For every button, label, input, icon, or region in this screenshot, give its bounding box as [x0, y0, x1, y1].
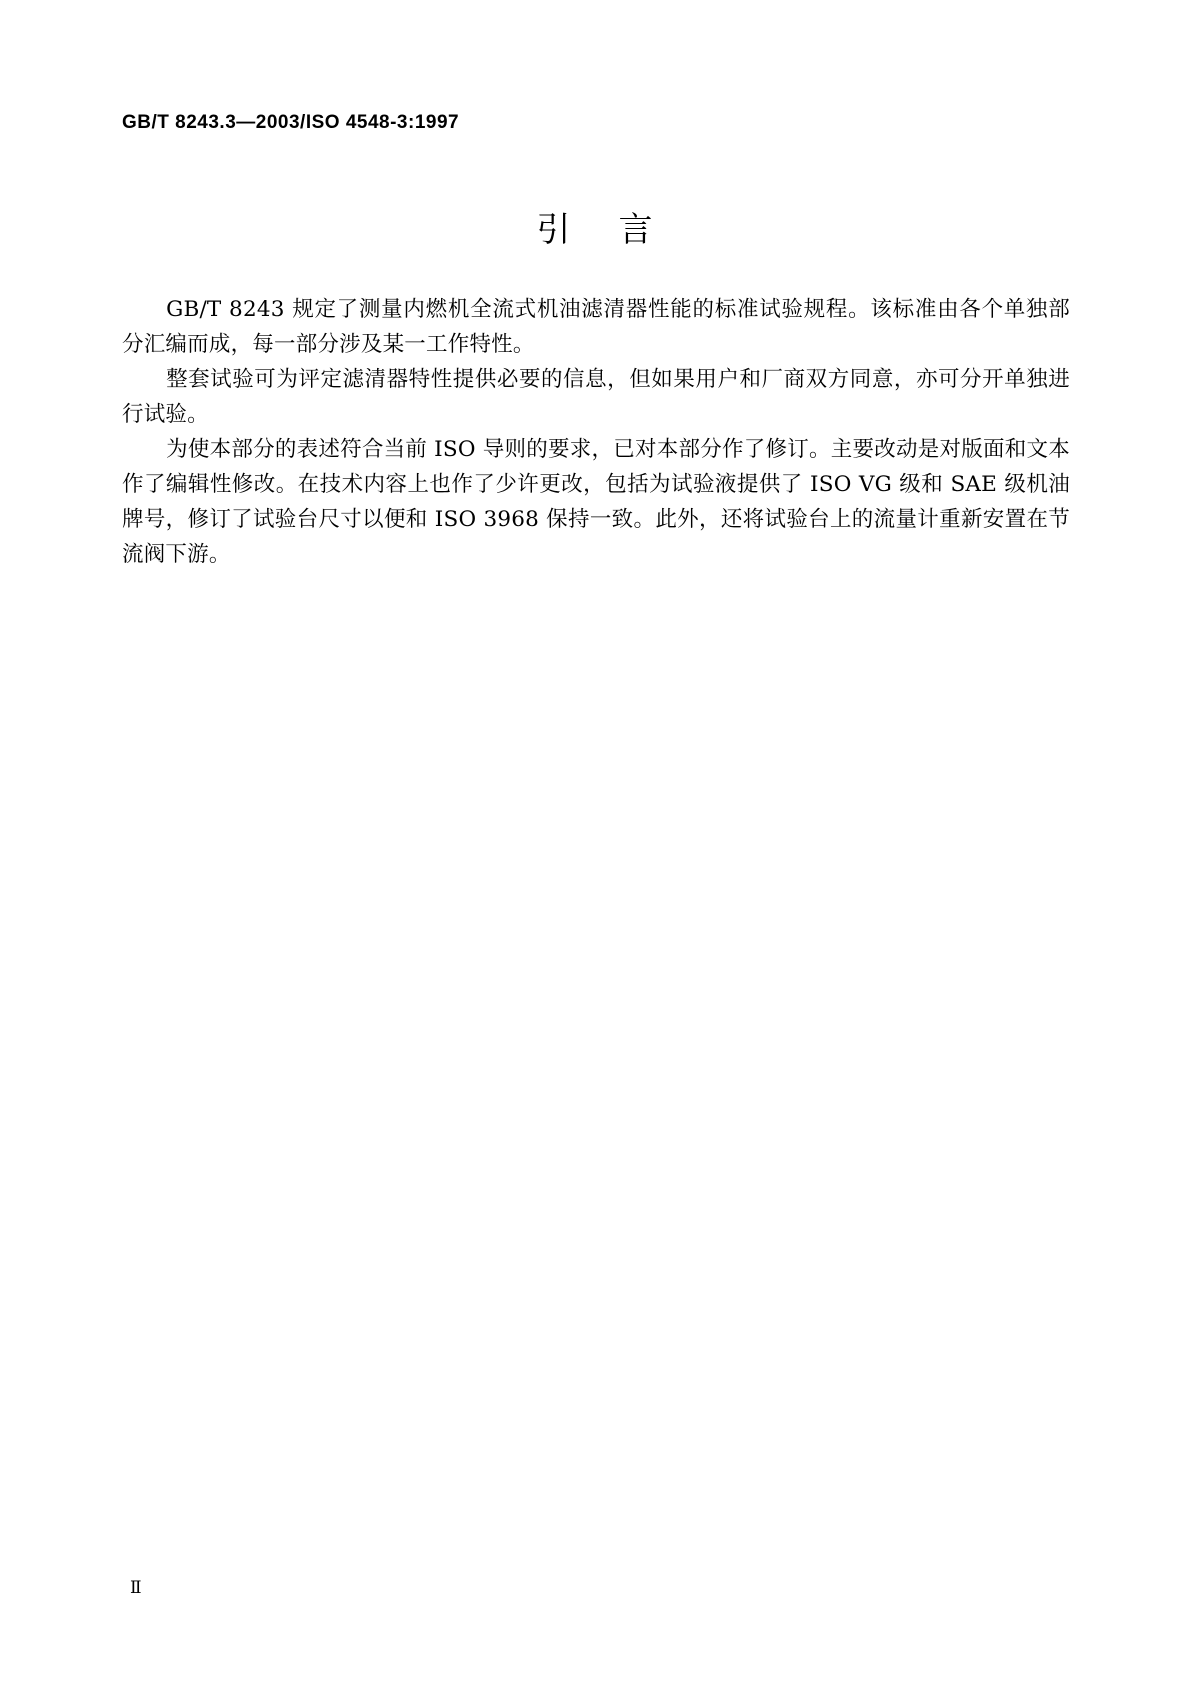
paragraph-2: 整套试验可为评定滤清器特性提供必要的信息，但如果用户和厂商双方同意，亦可分开单独进行试验。	[122, 367, 1070, 427]
title-char-second: 言	[618, 210, 655, 250]
title-char-first: 引	[536, 210, 573, 250]
paragraph-3: 为使本部分的表述符合当前 ISO 导则的要求，已对本部分作了修订。主要改动是对版面和文本作了编辑性修改。在技术内容上也作了少许更改，包括为试验液提供了 ISO VG 级和 SAE 级机油牌号，修订了试验台尺寸以便和 ISO 3968 保持一致。此外，还将试验台上的流量计重新安置在节流阀下游。	[122, 437, 1070, 567]
body-text	[122, 292, 1070, 572]
page-number: Ⅱ	[130, 1578, 142, 1597]
paragraph-1: GB/T 8243 规定了测量内燃机全流式机油滤清器性能的标准试验规程。该标准由各个单独部分汇编而成，每一部分涉及某一工作特性。	[122, 297, 1070, 357]
standard-number-header: GB/T 8243.3—2003/ISO 4548-3:1997	[122, 112, 460, 133]
page-title	[0, 202, 1191, 251]
